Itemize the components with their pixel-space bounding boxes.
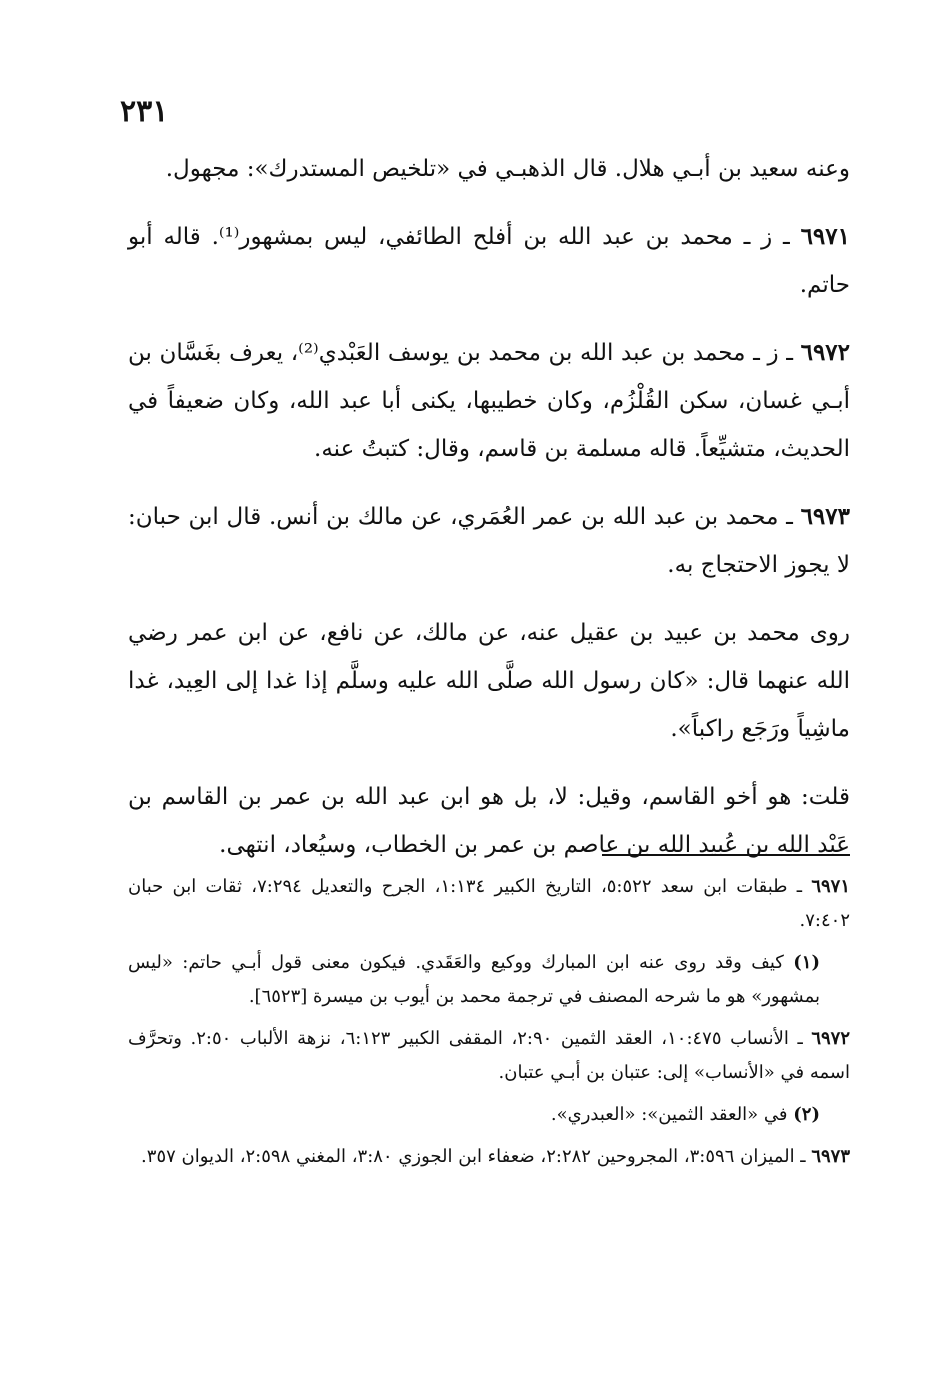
footnote bbox=[128, 1098, 850, 1132]
footnote-text: ـ طبقات ابن سعد ٥:٥٢٢، التاريخ الكبير ١:١٣٤، الجرح والتعديل ٧:٢٩٤، ثقات ابن حبان ٧:٤٠٢. bbox=[128, 876, 850, 931]
footnote-text: ـ الأنساب ١٠:٤٧٥، العقد الثمين ٢:٩٠، المقفى الكبير ٦:١٢٣، نزهة الألباب ٢:٥٠. وتحرَّف اسمه في «الأنساب» إلى: عتبان بن أبـي عتبان. bbox=[128, 1028, 850, 1083]
entry-number: ٦٩٧٣ bbox=[800, 503, 850, 530]
footnote-number: ٦٩٧١ bbox=[811, 876, 850, 897]
paragraph bbox=[128, 329, 850, 473]
main-text bbox=[128, 145, 850, 881]
footnote bbox=[128, 870, 850, 938]
entry-number: ٦٩٧١ bbox=[800, 223, 850, 250]
paragraph-text: قلت: هو أخو القاسم، وقيل: لا، بل هو ابن عبد الله بن عمر بن القاسم بن عَبْد الله بن عُبيد الله بن عاصم بن عمر بن الخطاب، وسيُعاد، انتهى. bbox=[128, 784, 850, 858]
paragraph bbox=[128, 145, 850, 193]
footnote-text: في «العقد الثمين»: «العبدري». bbox=[550, 1104, 788, 1125]
footnote bbox=[128, 946, 850, 1014]
footnote bbox=[128, 1022, 850, 1090]
page-number: ٢٣١ bbox=[120, 94, 169, 129]
paragraph-text: ـ ز ـ محمد بن عبد الله بن محمد بن يوسف العَبْدي⁽²⁾، يعرف بغَسَّان بن أبـي غسان، سكن القُلْزُم، وكان خطيبها، يكنى أبا عبد الله، وكان ضعيفاً في الحديث، متشيِّعاً. قاله مسلمة بن قاسم، وقال: كتبتُ عنه. bbox=[128, 340, 850, 462]
footnote-number: ٦٩٧٢ bbox=[811, 1028, 850, 1049]
paragraph-text: ـ ز ـ محمد بن عبد الله بن أفلح الطائفي، ليس بمشهور⁽¹⁾. قاله أبو حاتم. bbox=[128, 224, 850, 298]
paragraph bbox=[128, 213, 850, 309]
footnotes bbox=[128, 854, 850, 1182]
entry-number: ٦٩٧٢ bbox=[800, 339, 851, 366]
footnote-text: ـ الميزان ٣:٥٩٦، المجروحين ٢:٢٨٢، ضعفاء ابن الجوزي ٣:٨٠، المغني ٢:٥٩٨، الديوان ٣٥٧. bbox=[141, 1146, 806, 1167]
paragraph-text: روى محمد بن عبيد بن عقيل عنه، عن مالك، عن نافع، عن ابن عمر رضي الله عنهما قال: «كان رسول الله صلَّى الله عليه وسلَّم إذا غدا إلى العِيد، غدا ماشِياً ورَجَع راكباً». bbox=[128, 620, 850, 742]
paragraph-text: وعنه سعيد بن أبـي هلال. قال الذهبـي في «تلخيص المستدرك»: مجهول. bbox=[165, 156, 850, 182]
footnote-number: (٢) bbox=[793, 1104, 820, 1125]
footnote-number: (١) bbox=[793, 952, 820, 973]
footnote-divider bbox=[602, 854, 850, 856]
footnote-text: كيف وقد روى عنه ابن المبارك ووكيع والعَقَدي. فيكون معنى قول أبـي حاتم: «ليس بمشهور» هو ما شرحه المصنف في ترجمة محمد بن أيوب بن ميسرة [٦٥٢٣]. bbox=[128, 952, 820, 1007]
paragraph-text: ـ محمد بن عبد الله بن عمر العُمَري، عن مالك بن أنس. قال ابن حبان: لا يجوز الاحتجاج به. bbox=[128, 504, 850, 578]
paragraph bbox=[128, 493, 850, 589]
paragraph bbox=[128, 609, 850, 753]
footnote bbox=[128, 1140, 850, 1174]
footnote-number: ٦٩٧٣ bbox=[811, 1146, 850, 1167]
